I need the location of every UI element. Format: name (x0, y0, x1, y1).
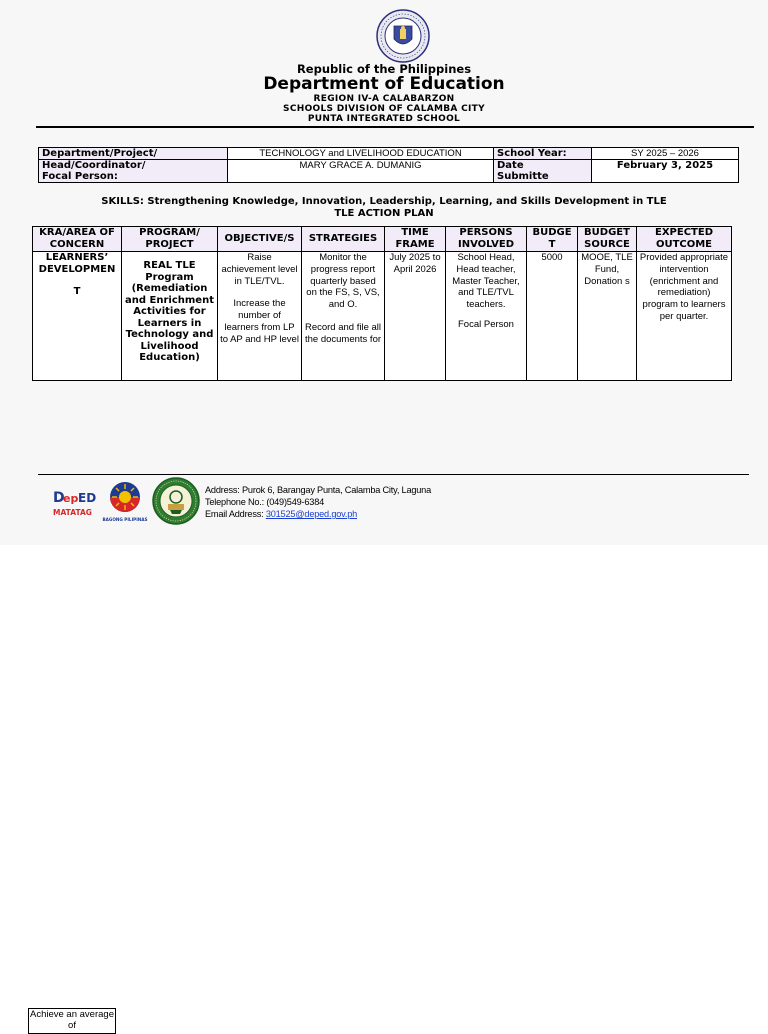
column-header: PERSONS INVOLVED (446, 227, 527, 252)
school-year-value: SY 2025 – 2026 (592, 148, 739, 160)
persons-cell (446, 252, 527, 381)
kra-text: LEARNERS’ DEVELOPMEN (38, 252, 116, 275)
persons-text-1: School Head, Head teacher, Master Teacher, and TLE/TVL teachers. (452, 252, 520, 311)
program-text: REAL TLE Program (Remediation and Enrichment Activities for Learners in Technology and Livelihood Education) (125, 260, 214, 363)
column-header: KRA/AREA OF CONCERN (33, 227, 122, 252)
svg-text:ED: ED (78, 491, 97, 505)
department-label: Department/Project/ (39, 148, 228, 160)
school-heading: PUNTA INTEGRATED SCHOOL (307, 114, 461, 124)
time-frame-cell: July 2025 to April 2026 (385, 252, 446, 381)
svg-text:BAGONG PILIPINAS: BAGONG PILIPINAS (102, 517, 148, 522)
republic-heading: Republic of the Philippines (296, 62, 472, 76)
email-link[interactable]: 301525@deped.gov.ph (265, 509, 358, 519)
budget-source-cell: MOOE, TLE Fund, Donation s (578, 252, 637, 381)
budget-cell: 5000 (527, 252, 578, 381)
action-plan-table (32, 226, 732, 381)
column-header: BUDGE T (527, 227, 578, 252)
head-label-line1: Head/Coordinator/ (42, 160, 146, 171)
date-label-line2: Submitte (497, 171, 549, 182)
action-plan-title: TLE ACTION PLAN (334, 208, 434, 219)
department-heading: Department of Education (263, 74, 505, 94)
table-row (33, 252, 732, 381)
region-heading: REGION IV-A CALABARZON (313, 94, 455, 104)
head-label-line2: Focal Person: (42, 171, 118, 182)
objective-cell (218, 252, 302, 381)
column-header: OBJECTIVE/S (218, 227, 302, 252)
footer-telephone: Telephone No.: (049)549-6384 (205, 497, 325, 507)
svg-text:ep: ep (63, 492, 79, 505)
footer-divider (38, 474, 749, 475)
outcome-cell: Provided appropriate intervention (enrichment and remediation) program to learners per quarter. (637, 252, 732, 381)
email-label: Email Address: (205, 509, 266, 519)
column-header: TIME FRAME (385, 227, 446, 252)
header-divider (36, 126, 754, 128)
department-value: TECHNOLOGY and LIVELIHOOD EDUCATION (228, 148, 494, 160)
table-header-row (33, 227, 732, 252)
svg-text:MATATAG: MATATAG (53, 508, 92, 517)
next-page-note-box: Achieve an average of (28, 1008, 116, 1034)
deped-seal-logo (376, 9, 430, 63)
date-label (494, 160, 592, 183)
head-label (39, 160, 228, 183)
program-cell (122, 252, 218, 381)
bagong-pilipinas-logo (102, 480, 148, 524)
deped-matatag-logo (52, 485, 98, 519)
project-info-table (38, 147, 739, 183)
column-header: STRATEGIES (302, 227, 385, 252)
strategies-cell (302, 252, 385, 381)
strategy-text-2: Record and file all the documents for (304, 321, 382, 345)
objective-text-1: Raise achievement level in TLE/TVL. (221, 252, 298, 287)
footer-address: Address: Purok 6, Barangay Punta, Calamba City, Laguna (205, 485, 431, 495)
school-year-label: School Year: (494, 148, 592, 160)
persons-text-2: Focal Person (458, 318, 514, 330)
strategy-text-1: Monitor the progress report quarterly based on the FS, S, VS, and O. (306, 252, 380, 311)
column-header: PROGRAM/ PROJECT (122, 227, 218, 252)
date-value: February 3, 2025 (592, 160, 739, 183)
objective-text-2: Increase the number of learners from LP to AP and HP level (220, 298, 299, 345)
kra-text-cont: T (73, 286, 81, 297)
division-heading: SCHOOLS DIVISION OF CALAMBA CITY (283, 104, 485, 114)
column-header: BUDGET SOURCE (578, 227, 637, 252)
skills-heading: SKILLS: Strengthening Knowledge, Innovation, Leadership, Learning, and Skills Development in TLE (101, 196, 667, 207)
kra-cell (33, 252, 122, 381)
head-value: MARY GRACE A. DUMANIG (228, 160, 494, 183)
school-seal-logo (152, 476, 200, 526)
svg-text:D: D (53, 490, 65, 506)
column-header: EXPECTED OUTCOME (637, 227, 732, 252)
date-label-line1: Date (497, 160, 524, 171)
footer-email (205, 508, 357, 520)
